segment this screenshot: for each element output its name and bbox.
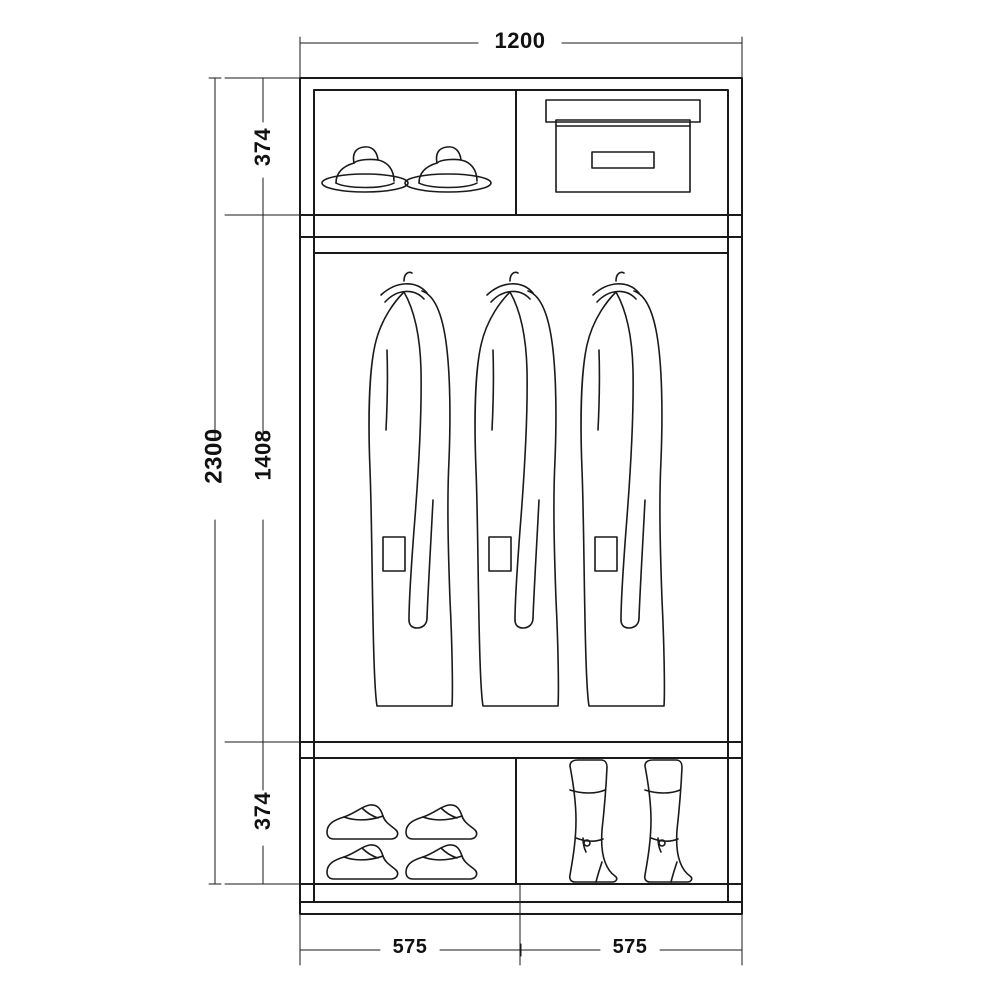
dimension-right-bay-width: 575 (612, 936, 648, 958)
dimension-bottom-shelf-height (222, 791, 304, 831)
coat-on-hanger-3 (581, 272, 664, 706)
cabinet-outline (300, 78, 742, 914)
dimension-top-shelf-height-text: 374 (250, 127, 275, 167)
fedora-hat-left (322, 147, 408, 192)
fedora-hat-right (405, 147, 491, 192)
dress-shoe-3 (327, 845, 398, 879)
dimension-bottom-shelf-height-text: 374 (250, 791, 275, 831)
dress-shoe-1 (327, 805, 398, 839)
dress-shoe-2 (406, 805, 477, 839)
dimension-left-bay-width: 575 (392, 936, 428, 958)
storage-box (546, 100, 700, 192)
dimension-hanging-height-text: 1408 (249, 429, 275, 481)
dimension-overall-width: 1200 (494, 28, 546, 53)
dimension-top-shelf-height (222, 127, 304, 167)
high-heel-boot-left (570, 760, 617, 882)
shelves (300, 90, 742, 902)
coat-on-hanger-1 (369, 272, 452, 706)
coat-on-hanger-2 (475, 272, 558, 706)
dimension-overall-height-text: 2300 (200, 428, 228, 484)
dress-shoe-4 (406, 845, 477, 879)
high-heel-boot-right (645, 760, 692, 882)
